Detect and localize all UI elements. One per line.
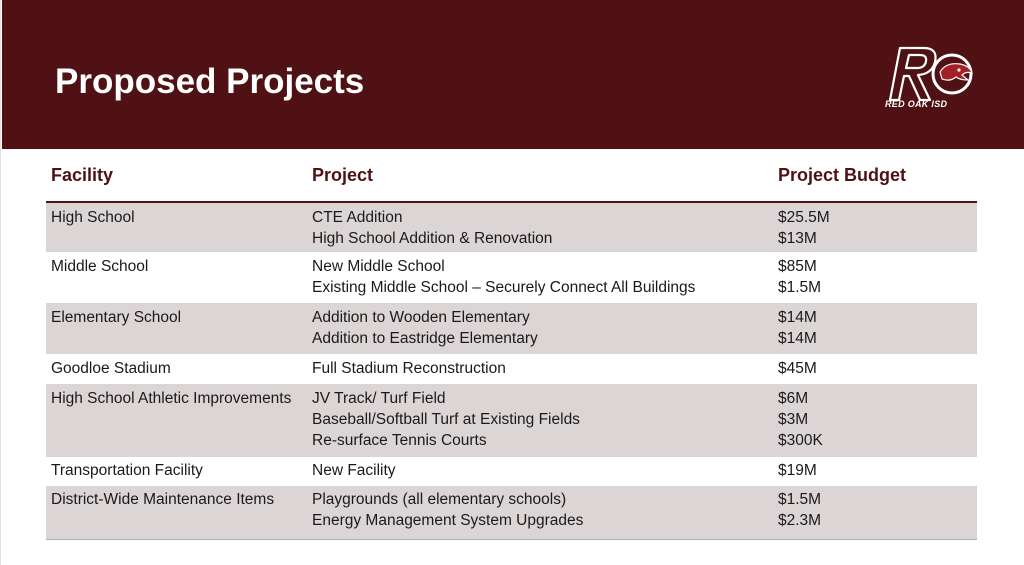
project-cell — [307, 384, 773, 457]
facility-cell: Goodloe Stadium — [46, 354, 307, 384]
table-row — [46, 202, 977, 252]
budget-value: $14M — [778, 330, 817, 347]
budget-cell — [773, 457, 977, 486]
table-row — [46, 354, 977, 384]
projects-table — [46, 150, 977, 540]
project-item: JV Track/ Turf Field — [312, 390, 446, 407]
table-row — [46, 457, 977, 486]
logo-wordmark: RED OAK ISD — [885, 99, 948, 109]
project-item: CTE Addition — [312, 209, 403, 226]
project-item: Addition to Wooden Elementary — [312, 309, 530, 326]
slide-edge — [0, 0, 1, 565]
budget-value: $85M — [778, 258, 817, 275]
project-item: Playgrounds (all elementary schools) — [312, 491, 567, 508]
budget-cell — [773, 384, 977, 457]
budget-value: $2.3M — [778, 512, 822, 529]
budget-value: $6M — [778, 390, 809, 407]
project-item: Baseball/Softball Turf at Existing Fields — [312, 411, 580, 428]
project-cell — [307, 457, 773, 486]
title-banner — [2, 0, 1024, 149]
project-item: Addition to Eastridge Elementary — [312, 330, 538, 347]
project-item: New Middle School — [312, 258, 445, 275]
budget-value: $13M — [778, 230, 817, 247]
project-cell — [307, 202, 773, 252]
project-item: High School Addition & Renovation — [312, 230, 553, 247]
project-cell — [307, 303, 773, 354]
project-item: Energy Management System Upgrades — [312, 512, 584, 529]
project-cell — [307, 252, 773, 303]
budget-column-header: Project Budget — [773, 150, 977, 202]
project-item: New Facility — [312, 462, 396, 479]
facility-column-header: Facility — [46, 150, 307, 202]
facility-cell: Transportation Facility — [46, 457, 307, 486]
budget-value: $1.5M — [778, 279, 822, 296]
facility-cell: High School Athletic Improvements — [46, 384, 307, 457]
project-cell — [307, 354, 773, 384]
project-column-header: Project — [307, 150, 773, 202]
budget-value: $19M — [778, 462, 817, 479]
project-cell — [307, 486, 773, 539]
table-row — [46, 486, 977, 539]
budget-cell — [773, 202, 977, 252]
budget-cell — [773, 354, 977, 384]
budget-value: $14M — [778, 309, 817, 326]
budget-value: $25.5M — [778, 209, 830, 226]
project-item: Full Stadium Reconstruction — [312, 360, 506, 377]
table-row — [46, 252, 977, 303]
table-header-row — [46, 150, 977, 202]
table-row — [46, 384, 977, 457]
facility-cell: Middle School — [46, 252, 307, 303]
facility-cell: District-Wide Maintenance Items — [46, 486, 307, 539]
budget-value: $1.5M — [778, 491, 822, 508]
budget-value: $3M — [778, 411, 809, 428]
budget-cell — [773, 486, 977, 539]
facility-cell: High School — [46, 202, 307, 252]
project-item: Re-surface Tennis Courts — [312, 432, 487, 449]
page-title: Proposed Projects — [55, 62, 365, 101]
table-row — [46, 303, 977, 354]
facility-cell: Elementary School — [46, 303, 307, 354]
budget-value: $45M — [778, 360, 817, 377]
budget-cell — [773, 252, 977, 303]
budget-value: $300K — [778, 432, 823, 449]
budget-cell — [773, 303, 977, 354]
project-item: Existing Middle School – Securely Connect All Buildings — [312, 279, 696, 296]
